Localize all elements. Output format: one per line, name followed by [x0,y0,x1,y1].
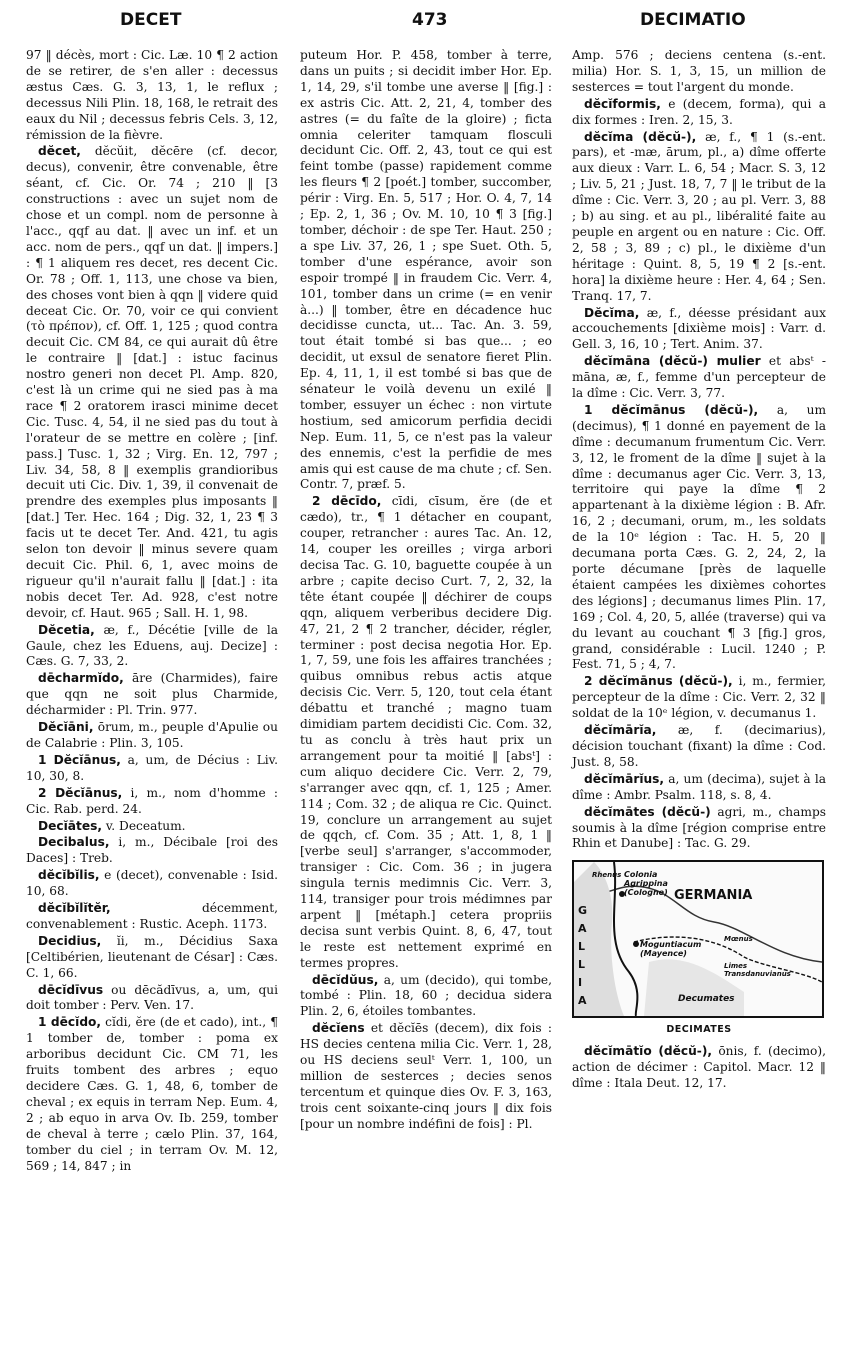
entry-text: ōrum, m., peuple d'Apulie ou de Calabrie : Plin. 3, 105. [26,720,278,750]
dictionary-entry [26,934,278,982]
entry-headword: Dĕcetia, [38,622,95,637]
entry-headword: 1 dēcĭdo, [38,1015,102,1030]
entry-text: a, um (decima), sujet à la dîme : Ambr. Psalm. 118, s. 8, 4. [572,771,826,802]
entry-headword: dĕcĭbĭlis, [38,868,100,883]
dictionary-entry [572,130,826,305]
map-gallia-label: G A L L I A [578,904,588,1008]
entry-text: puteum Hor. P. 458, tomber à terre, dans un puits ; si decidit imber Hor. Ep. 1, 14, 29, s'il tombe une averse ‖ [fig.] : ex astris Cic. Att. 2, 21, 4, tomber des astres (= du faîte de la gloire) ; ficta omnia celeriter tamquam flosculi decidunt Cic. Off. 2, 43, tout ce qui est feint tombe (passe) rapidement comme les fleurs ¶ 2 [poét.] tomber, succomber, périr : Virg. En. 5, 517 ; Hor. O. 4, 7, 14 ; Ep. 2, 1, 36 ; Ov. M. 10, 10 ¶ 3 [fig.] tomber, déchoir : de spe Ter. Haut. 250 ; a spe Liv. 37, 26, 1 ; spe Suet. Oth. 5, tomber d'une espérance, avoir son espoir trompé ‖ in fraudem Cic. Verr. 4, 101, tomber dans un crime (= en venir à...) ‖ tomber, être en décadence huc decidisse cuncta, ut... Tac. An. 3. 59, tout était tombé si bas que... ; eo decidit, ut exsul de senatore fieret Plin. Ep. 4, 11, 1, il est tombé si bas que de sénateur le voilà devenu un exilé ‖ tomber, essuyer un échec : non virtute hostium, sed amicorum perfidia decidi Nep. Eum. 11, 5, ce n'est pas la valeur des ennemis, c'est la perfidie de mes amis qui est cause de ma chute ; cf. Sen. Contr. 7, præf. 5. [300,48,552,492]
entry-headword: 2 Dĕcĭānus, [38,785,123,800]
dictionary-entry [26,623,278,671]
entry-text: æ, f., Décétie [ville de la Gaule, chez les Eduens, auj. Decize] : Cæs. G. 7, 33, 2. [26,622,279,669]
entry-headword: Decibalus, [38,835,110,850]
map-rhenus-label: Rhenus [592,871,622,880]
entry-text: e (decem, forma), qui a dix formes : Iren. 2, 15, 3. [572,96,827,127]
map-decumates-label: Decumates [678,994,735,1005]
dictionary-entry [26,144,278,621]
decimates-map [572,860,824,1018]
map-moenus-label: Mœnus [724,935,753,944]
dictionary-entry [572,306,826,354]
entry-text: ōnis, f. (decimo), action de décimer : Capitol. Macr. 12 ‖ dîme : Itala Deut. 12, 17. [572,1044,827,1091]
entry-headword: Decidius, [38,933,102,948]
map-caption: DECIMATES [666,1024,732,1036]
dictionary-entry [572,674,826,722]
dictionary-entry [300,1021,552,1132]
entry-text: ou dēcădīvus, a, um, qui doit tomber : Perv. Ven. 17. [26,982,278,1013]
dictionary-entry [300,973,552,1021]
dictionary-entry [26,671,278,719]
entry-text: a, um (decimus), ¶ 1 donné en payement de la dîme : decumanum frumentum Cic. Verr. 3, 12, le froment de la dîme ‖ sujet à la dîme : decumanus ager Cic. Verr. 3, 13, territoire qui paye la dîme ¶ 2 appartenant à la dixième légion : B. Afr. 16, 2 ; decumani, orum, m., les soldats de la 10ᵉ légion : Tac. H. 5, 20 ‖ decumana porta Cæs. G. 2, 24, 2, la porte décumane [près de laquelle étaient campées les dixièmes cohortes des légions] ; decumanus limes Plin. 17, 169 ; Col. 4, 20, 5, allée (traverse) qui va du levant au couchant ¶ 3 [fig.] gros, grand, considérable : Lucil. 1240 ; P. Fest. 71, 5 ; 4, 7. [572,402,827,672]
entry-headword: Decĭātes, [38,818,102,833]
column-3 [572,48,826,1093]
dictionary-entry [26,819,278,835]
entry-headword: dēcharmĭdo, [38,671,124,686]
entry-text: i, m., Décibale [roi des Daces] : Treb. [26,835,279,866]
entry-headword: dĕcĭmārĭus, [584,771,665,786]
entry-text: æ, f., ¶ 1 (s.-ent. pars), et -mæ, ārum, pl., a) dîme offerte aux dieux : Varr. L. 6, 54 ; Macr. S. 3, 12 ; Liv. 5, 21 ; Just. 18, 7, 7 ‖ le tribut de la dîme : Cic. Verr. 3, 20 ; au pl. Verr. 3, 88 ; b) au sing. et au pl., libéralité faite au peuple en argent ou en nature : Cic. Off. 2, 58 ; 3, 89 ; c) pl., le dixième d'un héritage : Quint. 8, 5, 19 ¶ 2 [s.-ent. hora] la dixième heure : Her. 4, 64 ; Sen. Tranq. 17, 7. [572,129,827,303]
entry-text: cīdi, cīsum, ĕre (de et cædo), tr., ¶ 1 détacher en coupant, couper, retrancher : aures Tac. An. 12, 14, couper les oreilles ; virga arbori decisa Tac. G. 10, baguette coupée à un arbre ; capite deciso Curt. 7, 2, 32, la tête étant coupée ‖ déchirer de coups qqn, aliquem verberibus decidere Dig. 47, 21, 2 ¶ 2 trancher, décider, régler, terminer : post decisa negotia Hor. Ep. 1, 7, 59, une fois les affaires tranchées ; quibus omnibus rebus actis atque decisis Cic. Verr. 5, 120, tout cela étant débattu et tranché ; magno tuam dimidiam partem decidisti Cic. Com. 32, tu as conclu à très haut prix un arrangement pour ta moitié ‖ [absᵗ] : cum aliquo decidere Cic. Verr. 2, 79, s'arranger avec qqn, cf. 1, 125 ; Amer. 114 ; Com. 32 ; de aliqua re Cic. Quinct. 19, conclure un arrangement au sujet de qqch, cf. Com. 35 ; Att. 1, 8, 1 ‖ [verbe seul] s'arranger, s'accommoder, transiger : Cic. Com. 36 ; in jugera singula ternis medimnis Cic. Verr. 3, 114, transiger pour trois médimnes par arpent ‖ [métaph.] cetera propriis decisa sunt verbis Quint. 8, 6, 47, tout le reste est nettement exprimé en termes propres. [300,494,552,970]
entry-headword: 1 Dĕcĭānus, [38,752,121,767]
entry-text: et absᵗ -māna, æ, f., femme d'un percepteur de la dîme : Cic. Verr. 3, 77. [572,354,826,401]
entry-headword: dĕcĭmātes (dĕcŭ-) [584,804,711,819]
entry-headword: Dĕcĭma, [584,305,640,320]
entry-text: a, um (decido), qui tombe, tombé : Plin. 18, 60 ; decidua sidera Plin. 2, 6, étoiles tombantes. [300,972,552,1019]
entry-headword: dĕcĭmārĭa, [584,723,657,738]
entry-headword: dĕcĭma (dĕcŭ-), [584,129,697,144]
entry-headword: dĕcĭens [312,1021,365,1036]
entry-headword: dĕcĭbĭlĭtĕr, [38,901,111,916]
entry-headword: dĕcĭformis, [584,96,661,111]
dictionary-entry [26,835,278,867]
entry-text: e (decet), convenable : Isid. 10, 68. [26,868,278,899]
entry-headword: dēcĭdŭus, [312,972,379,987]
header-right-guideword: DECIMATIO [640,10,746,30]
page-header [0,10,846,34]
dictionary-entry [572,805,826,853]
map-limes-label: Limes Transdanuvianus [724,962,791,979]
entry-text: Amp. 576 ; deciens centena (s.-ent. milia) Hor. S. 1, 3, 15, un million de sesterces = tout l'argent du monde. [572,48,826,94]
entry-headword: dĕcĭmāna (dĕcŭ-) mulier [584,354,761,369]
dictionary-entry [26,1015,278,1174]
entry-text: cĭdi, ĕre (de et cado), int., ¶ 1 tomber de, tomber : poma ex arboribus decidunt Cic. CM 71, les fruits tombent des arbres ; equo decidere Cæs. G. 1, 48, 6, tomber de cheval ; ex equis in terram Nep. Eum. 4, 2 ; ab equo in arva Ov. Ib. 259, tomber de cheval à terre ; cælo Plin. 37, 164, tomber du ciel ; in terram Ov. M. 12, 569 ; 14, 847 ; in [26,1015,278,1173]
page-number: 473 [412,10,448,30]
entry-text: āre (Charmides), faire que qqn ne soit plus Charmide, décharmider : Pl. Trin. 977. [26,671,279,718]
entry-text: æ, f., déesse présidant aux accouchements [dixième mois] : Varr. d. Gell. 3, 16, 10 ; Tert. Anim. 37. [572,305,826,352]
dictionary-entry [26,720,278,752]
entry-text: æ, f. (decimarius), décision touchant (fixant) la dîme : Cod. Just. 8, 58. [572,723,826,769]
entry-text: décemment, convenablement : Rustic. Aceph. 1173. [26,901,278,931]
entry-headword: 2 dēcīdo, [312,494,382,509]
entry-text: agri, m., champs soumis à la dîme [région comprise entre Rhin et Danube] : Tac. G. 29. [572,804,827,851]
dictionary-entry [26,786,278,818]
dictionary-entry [26,753,278,785]
dictionary-entry [572,1044,826,1092]
dictionary-entry [572,48,826,96]
dictionary-entry [572,354,826,402]
dictionary-entry [26,868,278,900]
dictionary-entry [26,901,278,933]
entry-text: i, m., fermier, percepteur de la dîme : Cic. Verr. 2, 32 ‖ soldat de la 10ᵉ légion, v. decumanus 1. [572,674,827,721]
dictionary-entry [572,723,826,771]
map-colonia-label: Colonia Agrippina (Cologne) [624,870,668,898]
entry-headword: dĕcĭmātĭo (dĕcŭ-), [584,1044,713,1059]
dictionary-entry [572,97,826,129]
column-1 [26,48,278,1175]
dictionary-entry [26,48,278,143]
entry-text: et dĕcĭēs (decem), dix fois : HS decies centena milia Cic. Verr. 1, 28, ou HS deciens seulᵗ Verr. 1, 100, un million de sesterces ; decies senos tercentum et quinque dies Ov. F. 3, 163, trois cent soixante-cinq jours ‖ dix fois [pour un nombre indéfini de fois] : Pl. [300,1021,553,1131]
dictionary-entry [572,772,826,804]
entry-headword: dĕcet, [38,144,81,159]
entry-text: a, um, de Décius : Liv. 10, 30, 8. [26,752,278,783]
dictionary-entry [300,494,552,971]
map-title: GERMANIA [674,888,753,904]
header-left-guideword: DECET [120,10,182,30]
dictionary-entry [26,983,278,1015]
entry-text: ĭi, m., Décidius Saxa [Celtibérien, lieutenant de César] : Cæs. C. 1, 66. [26,933,278,980]
entry-headword: 1 dĕcĭmānus (dĕcŭ-), [584,402,759,417]
entry-text: i, m., nom d'homme : Cic. Rab. perd. 24. [26,785,278,816]
column-2 [300,48,552,1134]
dictionary-entry [572,403,826,673]
entry-headword: Dĕcĭāni, [38,720,94,735]
moguntiacum-marker [633,941,639,947]
entry-text: 97 ‖ décès, mort : Cic. Læ. 10 ¶ 2 action de se retirer, de s'en aller : decessus æstus Cæs. G. 3, 13, 1, le reflux ; decessus Nili Plin. 18, 168, le retrait des eaux du Nil ; decessus febris Cels. 3, 12, rémission de la fièvre. [26,48,278,142]
dictionary-entry [300,48,552,493]
map-moguntiacum-label: Moguntiacum (Mayence) [640,940,702,959]
entry-text: dĕcŭit, dĕcēre (cf. decor, decus), convenir, être convenable, être séant, cf. Cic. Or. 74 ; 210 ‖ [3 constructions : avec un sujet nom de chose et un compl. nom de personne à l'acc., qqf au dat. ‖ avec un inf. et un acc. nom de pers., qqf un dat. ‖ impers.] : ¶ 1 aliquem res decet, res decent Cic. Or. 78 ; Off. 1, 113, une chose va bien, des choses vont bien à qqn ‖ videre quid deceat Cic. Or. 70, voir ce qui convient (τὸ πρέπον), cf. Off. 1, 125 ; quod contra decuit Cic. CM 84, ce qui aurait dû être le contraire ‖ [dat.] : istuc facinus nostro generi non decet Pl. Amp. 820, c'est là un crime qui ne sied pas à ma race ¶ 2 oratorem irasci minime decet Cic. Tusc. 4, 54, il ne sied pas du tout à l'orateur de se mettre en colère ; [inf. pass.] Tusc. 1, 32 ; Virg. En. 12, 797 ; Liv. 34, 58, 8 ‖ exemplis grandioribus decuit uti Cic. Div. 1, 39, il convenait de prendre des exemples plus imposants ‖ [dat.] Ter. Hec. 164 ; Dig. 32, 1, 23 ¶ 3 facis ut te decet Ter. And. 421, tu agis selon ton devoir ‖ minus severe quam decuit Cic. Phil. 6, 1, avec moins de rigueur qu'il n'aurait fallu ‖ [dat.] : ita nobis decet Ter. Ad. 928, c'est notre devoir, cf. Haut. 965 ; Sall. H. 1, 98. [26,144,279,620]
entry-headword: dēcĭdīvus [38,982,104,997]
entry-headword: 2 dĕcĭmānus (dĕcŭ-), [584,674,733,689]
entry-text: v. Deceatum. [105,818,186,833]
